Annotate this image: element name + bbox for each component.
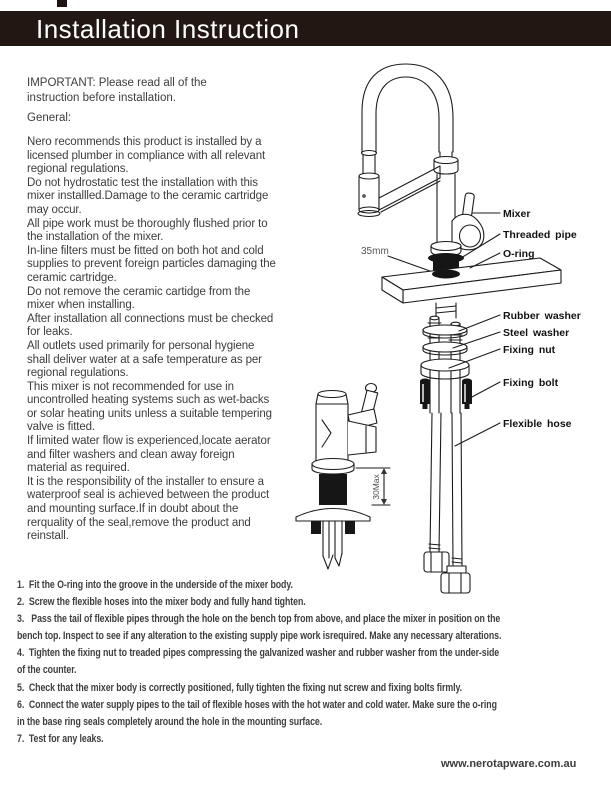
general-instructions [27, 136, 276, 544]
instruction-line: shall deliver water at a safe temperature as per [27, 353, 262, 366]
side-flange [312, 459, 354, 475]
label-fixing-nut: Fixing nut [503, 344, 556, 356]
instruction-line: uncontrolled heating systems such as wet-backs [27, 394, 270, 407]
faucet-arch [362, 64, 453, 153]
instruction-line: licensed plumber in compliance with all relevant [27, 149, 266, 162]
instruction-line: reinstall. [27, 530, 69, 543]
instruction-line: supplies to prevent foreign particles damaging the [27, 258, 276, 271]
instruction-line: ceramic cartridge. [27, 271, 117, 284]
label-threaded-pipe: Threaded pipe [503, 229, 577, 241]
instruction-line: or solar heating units unless a suitable tempering [27, 407, 272, 420]
instruction-line: Do not remove the ceramic cartidge from the [27, 285, 251, 298]
website-url: www.nerotapware.com.au [441, 758, 577, 770]
label-flexible-hose: Flexible hose [503, 418, 572, 430]
instruction-line: may occur. [27, 203, 82, 216]
side-view-diagram [296, 384, 390, 570]
instruction-line: waterproof seal is achieved between the product [27, 489, 270, 502]
scan-artifact [57, 0, 67, 7]
instruction-line: for leaks. [27, 326, 73, 339]
fixing-bolt-left [420, 379, 430, 410]
instruction-line: regional regulations. [27, 163, 129, 176]
instruction-line: mixer when installing. [27, 299, 135, 312]
dim-35mm-text: 35mm [361, 246, 389, 257]
instruction-line: This mixer is not recommended for use in [27, 380, 234, 393]
important-line: instruction before installation. [27, 91, 176, 104]
step-line: 4. Tighten the fixing nut to treaded pipes compressing the galvanized washer and rubber washer from the under-side [17, 647, 500, 660]
instruction-line: valve is fitted. [27, 421, 96, 434]
instruction-line: mixer installled.Damage to the ceramic cartridge [27, 190, 269, 203]
instruction-line: All outlets used primarily for personal hygiene [27, 339, 255, 352]
important-line: IMPORTANT: Please read all of the [27, 77, 207, 89]
support-bar [379, 166, 440, 212]
label-steel-washer: Steel washer [503, 327, 570, 339]
dimension-30max [356, 468, 390, 505]
fixing-bolt-right [462, 379, 472, 410]
general-heading: General: [27, 112, 72, 124]
step-line: 7. Test for any leaks. [17, 732, 104, 745]
step-line: 1. Fit the O-ring into the groove in the underside of the mixer body. [17, 579, 293, 591]
step-line: 6. Connect the water supply pipes to the tail of flexible hoses with the hot water and cold water. Make sure the o-ring [17, 698, 497, 711]
installation-diagram [285, 50, 611, 600]
instruction-line: the installation of the mixer. [27, 231, 164, 244]
threaded-pipe-tails [428, 303, 462, 413]
fixing-nut-shape [421, 359, 469, 379]
instruction-line: regional regulations. [27, 367, 129, 380]
step-line: 5. Check that the mixer body is correctly positioned, fully tighten the fixing nut screw and fixing bolts firmly. [17, 681, 462, 694]
instruction-line: If limited water flow is experienced,locate aerator [27, 435, 271, 448]
important-note [27, 76, 207, 105]
instruction-line: It is the responsibility of the installer to ensure a [27, 475, 264, 488]
installation-steps [17, 577, 577, 748]
instruction-line: Do not hydrostatic test the installation with this [27, 176, 258, 189]
step-line: 2. Screw the flexible hoses into the mixer body and fully hand tighten. [17, 596, 306, 609]
pulldown-spray-wand [358, 151, 380, 217]
instruction-line: Nero recommends this product is installed by a [27, 136, 262, 148]
instruction-line: rerquality of the seal,remove the product and [27, 516, 251, 529]
instruction-line: and filter washers and clean away foreign [27, 448, 235, 461]
instruction-line: In-line filters must be fitted on both hot and cold [27, 244, 264, 257]
instruction-line: All pipe work must be thoroughly flushed prior to [27, 217, 268, 230]
header-bar [0, 11, 611, 46]
side-base-plate [296, 509, 370, 535]
dimension-35mm [361, 246, 430, 271]
label-rubber-washer: Rubber washer [503, 310, 581, 322]
instruction-line: material as required. [27, 462, 130, 475]
side-supply-pipes [323, 521, 342, 569]
label-fixing-bolt: Fixing bolt [503, 377, 559, 389]
step-line: bench top. Inspect to see if any alteration to the existing supply pipe work isrequired. Make any necessary alterations. [17, 630, 502, 643]
step-line: 3. Pass the tail of flexible pipes through the hole on the bench top from above, and place the mixer in position on the [17, 613, 501, 626]
step-line: of the counter. [17, 664, 77, 677]
flexible-hose-left [424, 413, 449, 572]
bench-top [382, 258, 561, 303]
instruction-line: and mounting surface.If in doubt about the [27, 503, 239, 516]
instruction-line: After installation all connections must be checked [27, 312, 274, 325]
side-threaded-shank [319, 474, 347, 505]
dim-30max-text: 30Max [371, 474, 381, 500]
step-line: in the base ring seals completely around the hole in the mounting surface. [17, 715, 323, 728]
label-mixer: Mixer [503, 208, 531, 220]
label-o-ring: O-ring [503, 248, 535, 260]
page-title: Installation Instruction [36, 14, 300, 44]
